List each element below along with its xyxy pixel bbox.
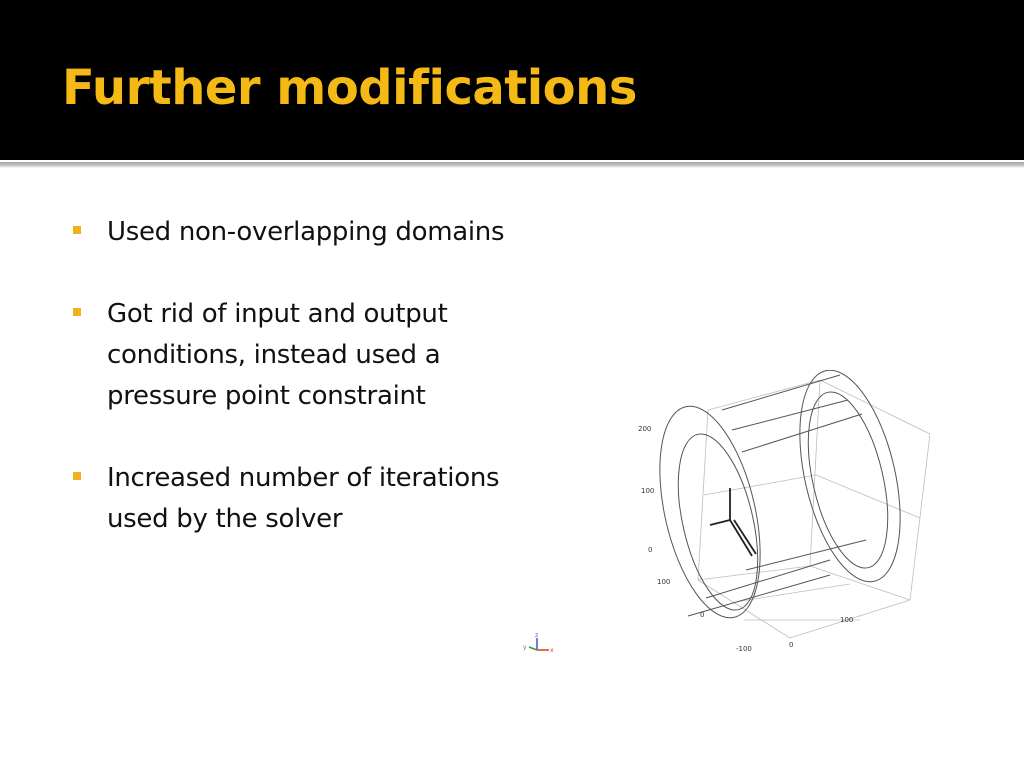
axis-triad-icon <box>520 632 560 658</box>
square-bullet-icon <box>73 308 81 316</box>
bullet-text: Got rid of input and output conditions, instead used a pressure point constraint <box>107 299 448 411</box>
tick-label-x-100: 100 <box>840 616 854 624</box>
square-bullet-icon <box>73 472 81 480</box>
title-bar <box>0 0 1024 160</box>
tick-label-z-0: 0 <box>648 546 653 554</box>
tick-label-y-100: 100 <box>657 578 671 586</box>
y-axis-arrow <box>529 647 537 650</box>
bullet-item <box>72 458 512 540</box>
bullet-list <box>72 212 512 581</box>
bullet-item <box>72 212 512 253</box>
title-divider <box>0 160 1024 168</box>
tick-label-z-200: 200 <box>638 425 652 433</box>
impeller-shape <box>710 488 756 556</box>
triad-x-label: x <box>550 647 554 654</box>
slide-title: Further modifications <box>62 60 637 116</box>
tick-label-x-neg100: -100 <box>736 645 752 653</box>
bullet-text: Increased number of iterations used by the solver <box>107 463 500 534</box>
tick-label-z-100: 100 <box>641 487 655 495</box>
bullet-text: Used non-overlapping domains <box>107 217 505 247</box>
square-bullet-icon <box>73 226 81 234</box>
triad-y-label: y <box>523 644 527 651</box>
tick-label-x-0: 0 <box>789 641 794 649</box>
geometry-figure <box>510 370 930 660</box>
bullet-item <box>72 294 512 417</box>
bounding-grid <box>698 380 930 638</box>
cylinder-wireframe-plot <box>510 370 930 660</box>
tick-label-y-0: 0 <box>700 611 705 619</box>
triad-z-label: z <box>535 632 539 639</box>
